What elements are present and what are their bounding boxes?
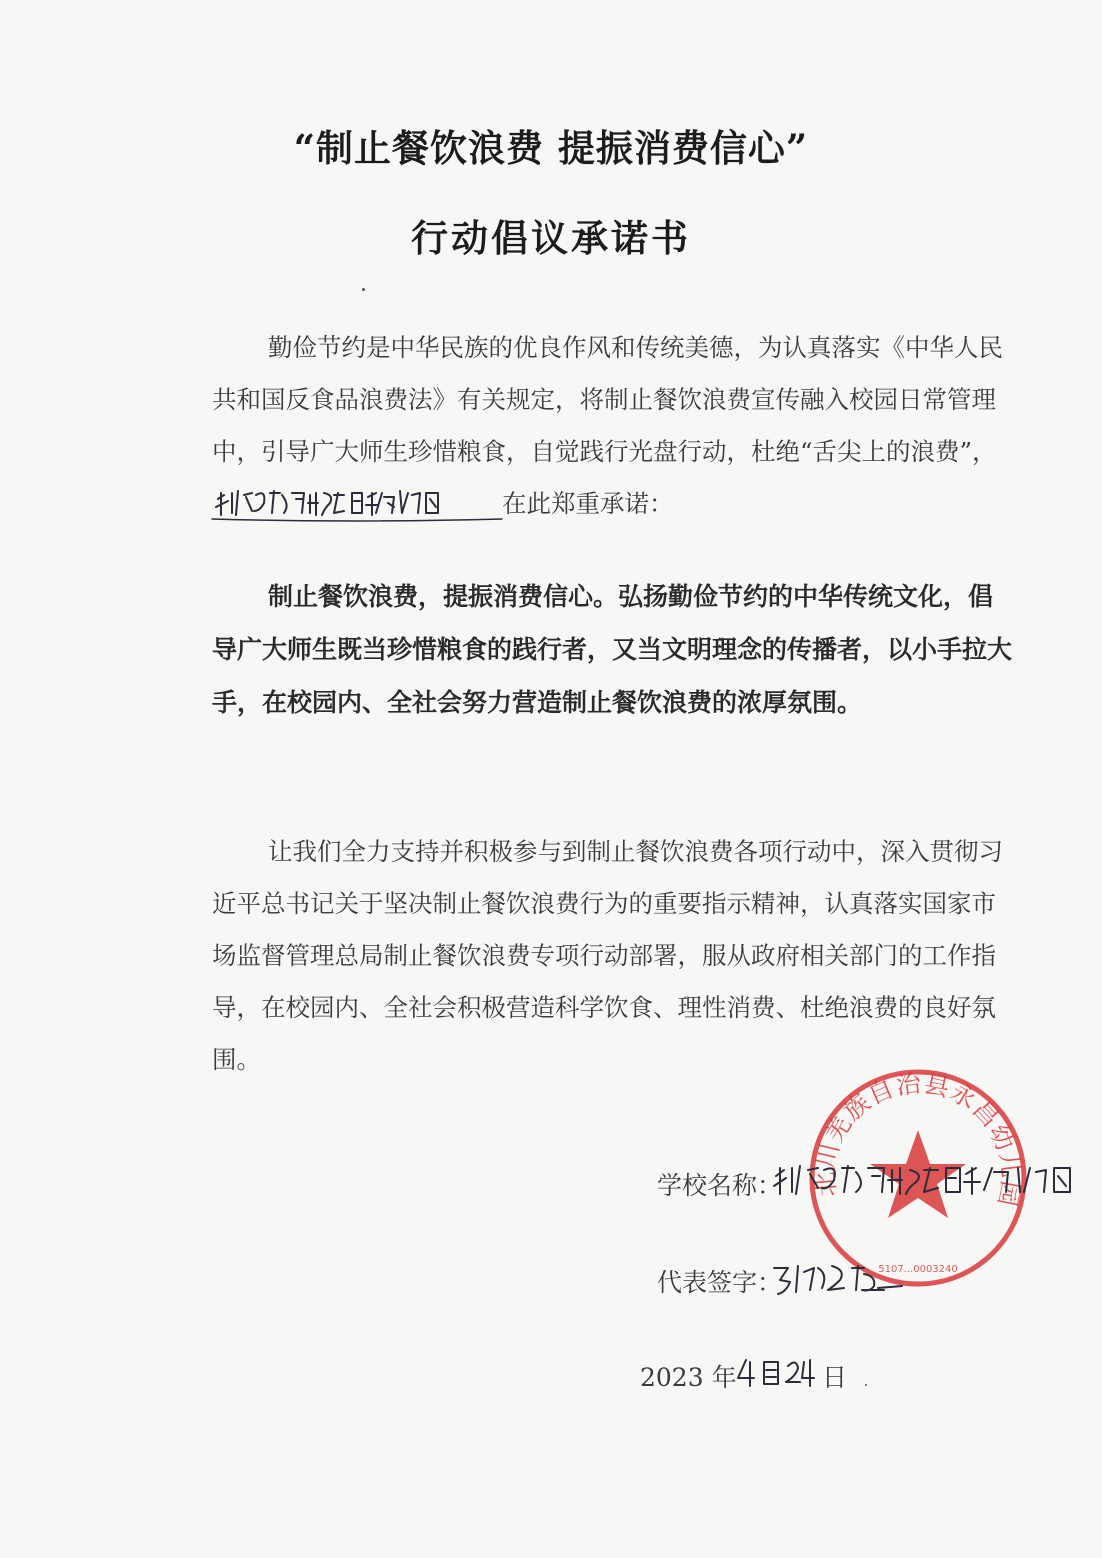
handwritten-date <box>736 1352 826 1396</box>
date-line <box>640 1358 737 1394</box>
document-title-line2: 行动倡议承诺书 <box>411 216 691 260</box>
paragraph-action <box>212 826 1012 1086</box>
seal-code: 5107...0003240 <box>878 1264 958 1275</box>
school-name-label: 学校名称： <box>657 1171 783 1200</box>
paragraph-intro <box>212 322 1012 530</box>
handwritten-school-name-signature <box>770 1160 1090 1204</box>
handwritten-representative-signature <box>770 1258 910 1302</box>
handwritten-school-name-image <box>212 485 502 525</box>
paragraph-commitment-bold <box>212 570 1012 729</box>
representative-label: 代表签字： <box>657 1268 783 1297</box>
intro-text: 勤俭节约是中华民族的优良作风和传统美德，为认真落实《中华人民共和国反食品浪费法》有关规定，将制止餐饮浪费宣传融入校园日常管理中，引导广大师生珍惜粮食，自觉践行光盘行动，杜绝“舌尖上的浪费”， <box>212 333 1003 466</box>
seal-text-arc: 北川羌族自治县永昌幼儿园 <box>810 1068 1026 1210</box>
school-name-line <box>657 1166 782 1202</box>
representative-signature-line <box>657 1263 782 1299</box>
date-day-suffix <box>822 1358 847 1394</box>
scan-speck <box>865 1384 867 1386</box>
date-day-suffix-text: 日 <box>822 1363 848 1392</box>
date-year: 2023 年 <box>640 1363 737 1392</box>
document-title-line1: “制止餐饮浪费 提振消费信心” <box>293 126 809 170</box>
commitment-text: 在此郑重承诺： <box>502 489 674 518</box>
handwritten-school-fill <box>212 491 502 521</box>
scan-speck <box>362 288 365 291</box>
action-text: 让我们全力支持并积极参与到制止餐饮浪费各项行动中，深入贯彻习近平总书记关于坚决制止餐饮浪费行为的重要指示精神，认真落实国家市场监督管理总局制止餐饮浪费专项行动部署，服从政府相关部门的工作指导，在校园内、全社会积极营造科学饮食、理性消费、杜绝浪费的良好氛围。 <box>212 837 1003 1074</box>
commitment-bold-text: 制止餐饮浪费，提振消费信心。弘扬勤俭节约的中华传统文化，倡导广大师生既当珍惜粮食的践行者，又当文明理念的传播者，以小手拉大手，在校园内、全社会努力营造制止餐饮浪费的浓厚氛围。 <box>212 582 1013 717</box>
